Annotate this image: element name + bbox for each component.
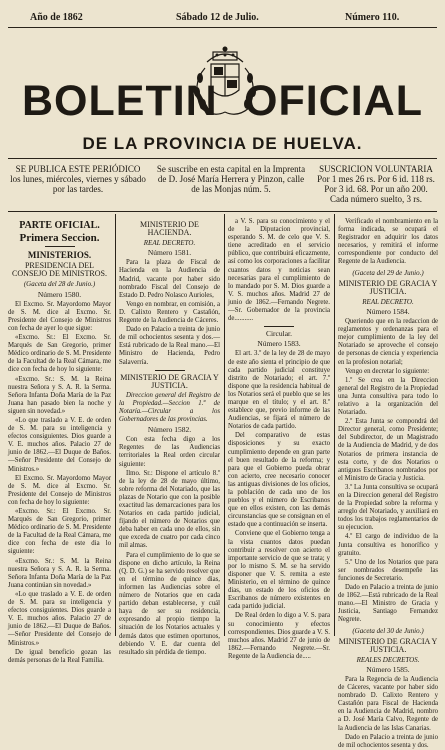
price-line: Por 1 mes 26 rs. Por 6 id. 118 rs. <box>317 174 435 184</box>
article-paragraph: «Excmo. Sr.: El Excmo. Sr. Marqués de San Gregorio, primer Médico ordinario de S. M. Presidente de la Facultad de la Real Cámara, me dice con fecha de hoy lo siguiente: <box>8 334 111 374</box>
decree-heading: REAL DECRETO. <box>362 297 414 306</box>
article-paragraph: Del comparativo de estas disposiciones y su exacto cumplimiento depende en gran parte el buen resultado de la reforma; y para que el Gobierno pueda obrar con acierto, cree necesario conocer las antiguas divisiones de los oficios, la población de cada uno de los pueblos y el número de Escribanos que en ellos existen, con las demás circunstancias que se consignan en el estado que a continuación se inserta. <box>228 432 330 529</box>
subtitle-rule <box>8 158 437 159</box>
column-4 <box>338 218 438 749</box>
article-paragraph: a V. S. para su conocimiento y el de la Diputacion provincial, esperando S. M. de celo que V. S. tiene acreditado en el servicio público, que contribuirá eficazmente, así como los corporaciones a facilitar cuantos datos y noticias sean necesarias para el cumplimiento de lo mandado por S. M. Dios guarde a V. S. muchos años. Madrid 27 de junio de 1862.—Fernando Negrete.—Sr. Gobernador de la provincia de........... <box>228 218 330 323</box>
price-title: SUSCRICION VOLUNTARIA <box>319 164 433 174</box>
decree-number: Número 1582. <box>147 425 192 435</box>
article-paragraph: «Lo que traslado a V. E. de orden de S. M. para su inteligencia y efectos consiguientes. Dios guarde a V. E. muchos años. Palacio 27 de junio de 1862.—El Duque de Baños.—Señor Presidente del Consejo de Ministros.» <box>8 590 111 647</box>
column-divider <box>224 214 225 636</box>
article-paragraph: Para la plaza de Fiscal de Hacienda en la Audiencia de Madrid, vacante por haber sido nombrado Fiscal del Consejo de Estado D. Pedro Nolasco Aurioles, <box>119 259 220 299</box>
section-heading: Primera Seccion. <box>19 232 100 245</box>
header-number: Número 110. <box>345 12 400 23</box>
divider <box>264 326 294 327</box>
gazette-note: (Gaceta del 28 de Junio.) <box>23 280 96 289</box>
article-paragraph: «Excmo. Sr.: S. M. la Reina nuestra Señora y S. A. R. la Serma. Señora Infanta Doña María de la Paz Juana han pasado bien la noche y siguen sin novedad.» <box>8 375 111 415</box>
presidency-heading: PRESIDENCIA DEL CONSEJO DE MINISTROS. <box>12 261 107 279</box>
circular-heading: Circular. <box>265 329 293 339</box>
schedule-line: SE PUBLICA ESTE PERIÓDICO <box>15 164 141 174</box>
article-paragraph: «Lo que traslado a V. E. de orden de S. M. para su inteligencia y efectos consiguientes. Dios guarde a V. E. muchos años. Palacio 27 de junio de 1862.—El Duque de Baños.—Señor Presidente del Consejo de Ministros.» <box>8 416 111 473</box>
decree-number: Número 1584. <box>366 306 410 316</box>
article-paragraph: Dado en Palacio a treinta de junio de mil ochocientos sesenta y dos.—Está rubricado de la Real mano.—El Ministro de Hacienda, Pedro Salaverría. <box>119 326 220 366</box>
article-paragraph: De Real órden lo digo a V. S. para su conocimiento y efectos correspondientes. Dios guarde a V. S. muchos años. Madrid 27 de junio de 1862.—Fernando Negrete.—Sr. Regente de la Audiencia de..... <box>228 612 330 660</box>
price-line: Cada número suelto, 3 rs. <box>330 194 422 204</box>
schedule-line: los lunes, miércoles, viernes y sábado <box>10 174 146 184</box>
article-paragraph: Ilmo. Sr.: Dispone el artículo 8.º de la ley de 28 de mayo último, sobre reforma del Notariado, que las plazas de Notario que con la posible exactitud las demarcaciones para los Notarios en cada partido judicial, fijando el número de Notarios que deba haber en cada uno de ellos, sin que exceda de cuatro por cada cinco mil almas. <box>119 469 220 550</box>
price-list <box>312 164 440 208</box>
gazette-note: (Gaceta del 29 de Junio.) <box>352 268 424 277</box>
ministries-heading: MINISTERIOS. <box>27 250 92 261</box>
column-divider <box>115 214 116 636</box>
publication-schedule <box>6 164 150 208</box>
masthead-title-left: BOLETIN <box>22 77 218 125</box>
gazette-note: (Gaceta del 30 de Junio.) <box>352 626 424 635</box>
article-paragraph: Dado en Palacio a treinta de junio de mil ochocientos sesenta y dos. <box>338 733 438 749</box>
direction-note: Direccion general del Registro de la Propiedad.—Seccion 1.ª de Notaría.—Circular a los Gobernadores de las provincias. <box>119 391 220 424</box>
decree-number: Número 1580. <box>37 289 82 299</box>
divider <box>45 246 75 247</box>
article-paragraph: El Excmo. Sr. Mayordomo Mayor de S. M. dice al Excmo. Sr. Presidente del Consejo de Ministros con fecha de ayer lo que sigue: <box>8 300 111 332</box>
header-date: Sábado 12 de Julio. <box>176 12 259 23</box>
article-paragraph: El art. 3.º de la ley de 28 de mayo de este año sienta el principio de que cada partido judicial constituye distrito de Notariado; el art. 7.º dispone que la residencia habitual de los Notarios será el pueblo que se les marque en el título; y el art. 8.º establece que, previo informe de las Audiencias, se fijará el número de Notarios de cada partido. <box>228 350 330 431</box>
part-heading: PARTE OFICIAL. <box>19 220 100 231</box>
ministry-heading: MINISTERIO DE GRACIA Y JUSTICIA. <box>120 372 219 390</box>
ministry-heading: MINISTERIO DE HACIENDA. <box>140 220 199 238</box>
divider <box>155 370 185 371</box>
decree-number: Número 1581. <box>147 248 192 258</box>
subscribe-line: Se suscribe en esta capital en la Imprenta <box>156 164 306 174</box>
subscription-info <box>156 164 306 208</box>
article-paragraph: 1.º Se crea en la Direccion general del Registro de la Propiedad una Junta consultiva para todo lo relativo a la organización del Notariado. <box>338 376 438 417</box>
subscribe-line: de D. José María Herrera y Pinzon, calle <box>157 174 305 184</box>
column-3 <box>228 218 330 660</box>
article-paragraph: Con esta fecha digo a los Regentes de las Audiencias territoriales la Real orden circular siguiente: <box>119 436 220 468</box>
header-year: Año de 1862 <box>30 12 83 23</box>
article-paragraph: Verificado el nombramiento en la forma indicada, se ocupará el Registrador en adquirir los datos necesarios, y remitirá el informe correspondiente por conducto del Regente de la Audiencia. <box>338 218 438 266</box>
decree-heading: REALES DECRETOS. <box>356 655 420 664</box>
decree-number: Número 1583. <box>257 339 301 349</box>
article-paragraph: Queriendo que en la redaccion de reglamentos y ordenanzas para el mejor cumplimiento de la ley del Notariado se aproveche el consejo de personas de ciencia y experiencia en la profesion notarial; <box>338 318 438 366</box>
ministry-heading: MINISTERIO DE GRACIA Y JUSTICIA. <box>338 636 438 654</box>
article-paragraph: El Excmo. Sr. Mayordomo Mayor de S. M. dice al Excmo. Sr. Presidente del Consejo de Ministros con fecha de hoy lo siguiente: <box>8 474 111 506</box>
article-paragraph: 4.º El cargo de individuo de la Junta consultiva es honorífico y gratuito. <box>338 533 438 557</box>
article-paragraph: Para la Regencia de la Audiencia de Cáceres, vacante por haber sido nombrado D. Calixto Rentero y Castañón para Fiscal de Hacienda en la Audiencia de Madrid, nombro a D. José María Calvo, Regente de la Audiencia de las Islas Canarias. <box>338 675 438 732</box>
column-2 <box>119 218 220 656</box>
article-paragraph: 2.º Esta Junta se compondrá del Director general, como Presidente; del Subdirector, de un Magistrado de la Audiencia de Madrid, y de dos Notarios de primera instancia de esta corte, y de dos Notarios o antiguos Escribanos nombrados por el Ministro de Gracia y Justicia. <box>338 418 438 482</box>
decree-heading: REAL DECRETO. <box>143 239 196 248</box>
article-paragraph: Vengo en nombrar, en comisión, a D. Calixto Rentero y Castañón, Regente de la Audiencia de Cáceres. <box>119 300 220 325</box>
subscribe-line: de las Monjas núm. 5. <box>191 184 271 194</box>
article-paragraph: «Excmo. Sr.: El Excmo. Sr. Marqués de San Gregorio, primer Médico ordinario de S. M. Presidente de la Facultad de la Real Cámara, me dice con fecha de este dia lo siguiente: <box>8 508 111 556</box>
masthead-title-right: OFICIAL <box>244 77 423 125</box>
ministry-heading: MINISTERIO DE GRACIA Y JUSTICIA. <box>338 278 438 296</box>
article-paragraph: 3.º La Junta consultiva se ocupará en la Direccion general del Registro de la Propiedad sobre la reforma y arreglo del Notariado, y auxiliará en todos los trabajos reglamentarios de su ejecucion. <box>338 483 438 532</box>
header-rule <box>8 27 437 28</box>
article-paragraph: Vengo en decretar lo siguiente: <box>345 367 430 375</box>
column-1 <box>8 218 111 664</box>
column-divider <box>334 214 335 636</box>
article-paragraph: Dado en Palacio a treinta de junio de 1862.—Está rubricado de la Real mano.—El Ministro de Gracia y Justicia, Santiago Fernandez Negrete. <box>338 584 438 624</box>
article-paragraph: 5.º Uno de los Notarios que para ser nombrados desempeñe las funciones de Secretario. <box>338 558 438 582</box>
info-rule <box>8 211 437 212</box>
article-paragraph: Para el cumplimiento de lo que se dispone en dicho artículo, la Reina (Q. D. G.) se ha servido resolver que en el término de quince dias, informen las Audiencias sobre el número de Notarios que en cada partido deban establecerse, y cuál haya de ser su residencia, expresando al propio tiempo la situación de los Notarios actuales y demás datos que estimen oportunos, debiendo V. E. dar cuenta del resultado sin pérdida de tiempo. <box>119 551 220 656</box>
article-paragraph: «Excmo. Sr.: S. M. la Reina nuestra Señora y S. A. R. la Serma. Señora Infanta Doña María de la Paz Juana continúan sin novedad.» <box>8 557 111 589</box>
decree-number: Número 1585. <box>366 664 410 674</box>
price-line: Por 3 id. 68. Por un año 200. <box>324 184 428 194</box>
article-paragraph: Conviene que el Gobierno tenga a la vista cuantos datos puedan contribuir a resolver con acierto el importante servicio de que se trata; y por lo mismo S. M. se ha servido disponer que V. S. remita a este Ministerio, en el término de quince dias, un estado de los oficios de Escribanos de número existentes en cada partido judicial. <box>228 530 330 611</box>
schedule-line: por las tardes. <box>52 184 104 194</box>
masthead-subtitle: DE LA PROVINCIA DE HUELVA. <box>82 134 363 153</box>
article-paragraph: De igual beneficio gozan las demás personas de la Real Familia. <box>8 648 111 664</box>
